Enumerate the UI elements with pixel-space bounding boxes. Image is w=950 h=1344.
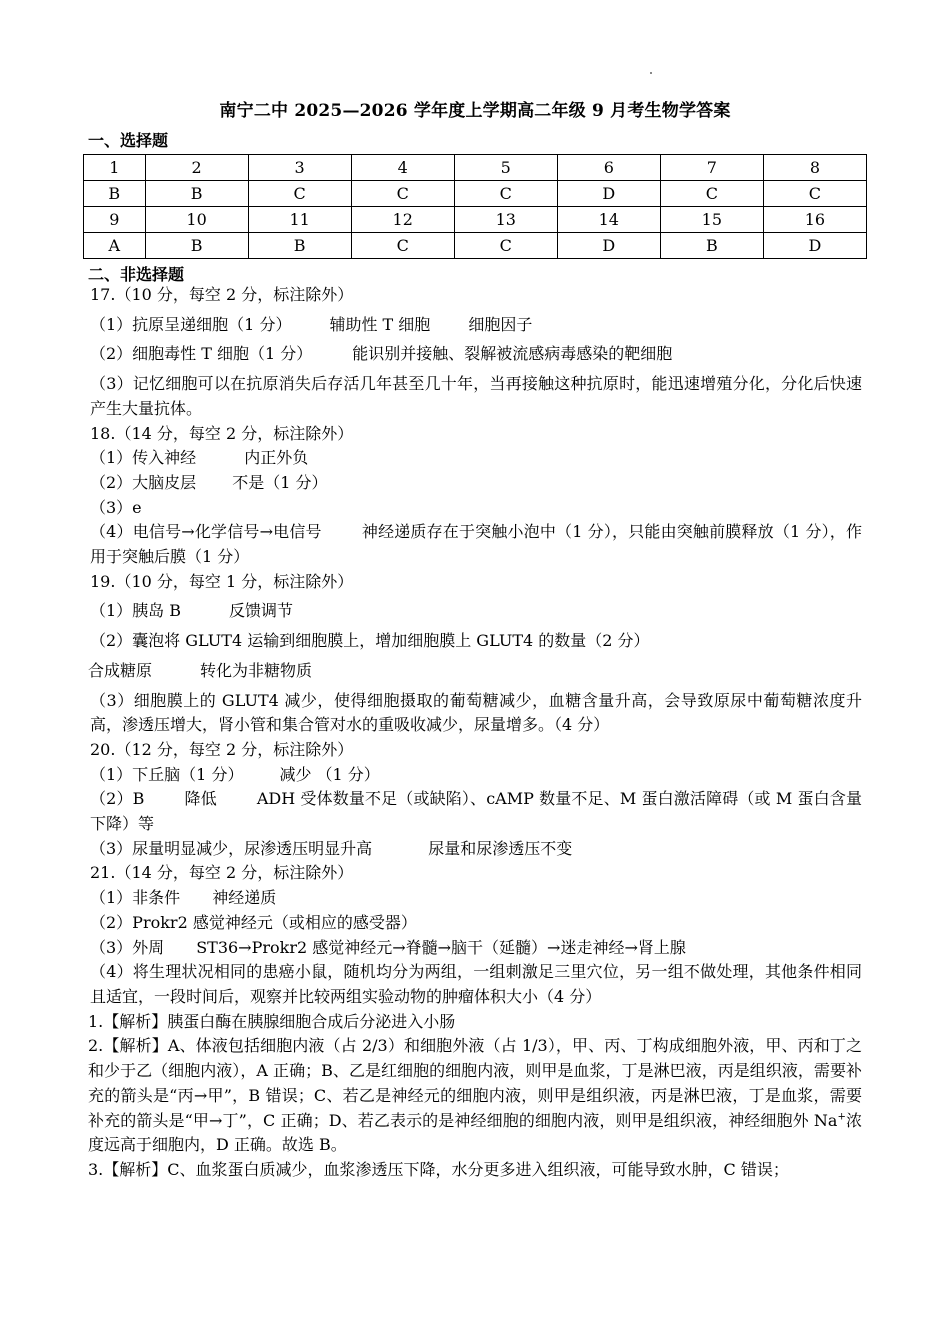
answers-body (90, 283, 862, 1183)
q20-heading: 20.（12 分，每空 2 分，标注除外） (90, 739, 354, 759)
explanation-1: 1.【解析】胰蛋白酶在胰腺细胞合成后分泌进入小肠 (88, 1011, 456, 1031)
table-row (84, 207, 867, 233)
table-cell: C (454, 181, 557, 207)
q19-heading: 19.（10 分，每空 1 分，标注除外） (90, 571, 354, 591)
q19-part2b: 合成糖原 转化为非糖物质 (88, 660, 313, 680)
q21-part4: （4）将生理状况相同的患癌小鼠，随机均分为两组，一组刺激足三里穴位，另一组不做处理，其他条件相同且适宜，一段时间后，观察并比较两组实验动物的肿瘤体积大小（4 分） (90, 962, 862, 1006)
table-cell: 14 (557, 207, 660, 233)
q18-part2: （2）大脑皮层 不是（1 分） (90, 472, 328, 492)
table-cell: 2 (145, 155, 248, 181)
table-cell: C (351, 233, 454, 259)
table-cell: 9 (84, 207, 146, 233)
table-cell: 3 (248, 155, 351, 181)
table-cell: 1 (84, 155, 146, 181)
q21-part1: （1）非条件 神经递质 (90, 888, 277, 908)
table-row (84, 233, 867, 259)
q21-heading: 21.（14 分，每空 2 分，标注除外） (90, 863, 354, 883)
q17-part3: （3）记忆细胞可以在抗原消失后存活几年甚至几十年，当再接触这种抗原时，能迅速增殖分化，分化后快速产生大量抗体。 (90, 374, 862, 418)
table-cell: 15 (660, 207, 763, 233)
q21-part2: （2）Prokr2 感觉神经元（或相应的感受器） (90, 912, 417, 932)
table-cell: 10 (145, 207, 248, 233)
answer-table (83, 154, 867, 259)
table-cell: 5 (454, 155, 557, 181)
table-cell: D (557, 181, 660, 207)
table-cell: B (145, 233, 248, 259)
q19-part2: （2）囊泡将 GLUT4 运输到细胞膜上，增加细胞膜上 GLUT4 的数量（2 分） (90, 631, 650, 651)
table-row (84, 181, 867, 207)
q17-part1: （1）抗原呈递细胞（1 分） 辅助性 T 细胞 细胞因子 (90, 314, 533, 334)
table-cell: 4 (351, 155, 454, 181)
table-cell: 7 (660, 155, 763, 181)
q18-part1: （1）传入神经 内正外负 (90, 448, 309, 468)
table-cell: C (248, 181, 351, 207)
table-cell: C (454, 233, 557, 259)
section-heading-choice: 一、选择题 (88, 131, 169, 150)
explanation-2: 2.【解析】A、体液包括细胞内液（占 2/3）和细胞外液（占 1/3），甲、丙、丁构成细胞外液，甲、丙和丁之和少于乙（细胞内液），A 正确；B、乙是红细胞的细胞内液，则甲是血浆，丁是淋巴液，丙是组织液，需要补充的箭头是“丙→甲”，B 错误；C、若乙是神经元的细胞内液，则甲是组织液，丙是淋巴液，丁是血浆，需要补充的箭头是“甲→丁”，C 正确；D、若乙表示的是神经细胞的细胞内液，则甲是组织液，神经细胞外 Na+浓度远高于细胞内，D 正确。故选 B。 (88, 1036, 862, 1155)
table-cell: 8 (763, 155, 866, 181)
table-cell: 11 (248, 207, 351, 233)
table-cell: 13 (454, 207, 557, 233)
q18-heading: 18.（14 分，每空 2 分，标注除外） (90, 423, 354, 443)
q18-part4: （4）电信号→化学信号→电信号 神经递质存在于突触小泡中（1 分），只能由突触前膜释放（1 分），作用于突触后膜（1 分） (90, 522, 862, 567)
table-cell: 6 (557, 155, 660, 181)
table-cell: B (248, 233, 351, 259)
q19-part3: （3）细胞膜上的 GLUT4 减少，使得细胞摄取的葡萄糖减少，血糖含量升高，会导致原尿中葡萄糖浓度升高，渗透压增大，肾小管和集合管对水的重吸收减少，尿量增多。（4 分） (90, 690, 862, 735)
q19-part1: （1）胰岛 B 反馈调节 (90, 601, 294, 621)
table-cell: B (84, 181, 146, 207)
explanation-3: 3.【解析】C、血浆蛋白质减少，血浆渗透压下降，水分更多进入组织液，可能导致水肿，C 错误； (88, 1159, 789, 1179)
speck (650, 72, 652, 74)
table-row (84, 155, 867, 181)
table-cell: B (660, 233, 763, 259)
q17-part2: （2）细胞毒性 T 细胞（1 分） 能识别并接触、裂解被流感病毒感染的靶细胞 (90, 344, 673, 364)
table-cell: B (145, 181, 248, 207)
section-heading-nonchoice: 二、非选择题 (88, 265, 185, 284)
q21-part3: （3）外周 ST36→Prokr2 感觉神经元→脊髓→脑干（延髓）→迷走神经→肾上腺 (90, 937, 686, 957)
q17-heading: 17.（10 分，每空 2 分，标注除外） (90, 285, 354, 304)
table-cell: C (660, 181, 763, 207)
table-cell: 16 (763, 207, 866, 233)
table-cell: A (84, 233, 146, 259)
table-cell: 12 (351, 207, 454, 233)
q20-part2: （2）B 降低 ADH 受体数量不足（或缺陷）、cAMP 数量不足、M 蛋白激活障碍（或 M 蛋白含量下降）等 (90, 789, 862, 834)
q20-part3: （3）尿量明显减少，尿渗透压明显升高 尿量和尿渗透压不变 (90, 838, 573, 858)
table-cell: D (763, 233, 866, 259)
q20-part1: （1）下丘脑（1 分） 减少 （1 分） (90, 764, 380, 784)
page-title: 南宁二中 2025—2026 学年度上学期高二年级 9 月考生物学答案 (219, 101, 731, 121)
table-cell: C (763, 181, 866, 207)
q18-part3: （3）e (90, 497, 142, 517)
table-cell: C (351, 181, 454, 207)
table-cell: D (557, 233, 660, 259)
